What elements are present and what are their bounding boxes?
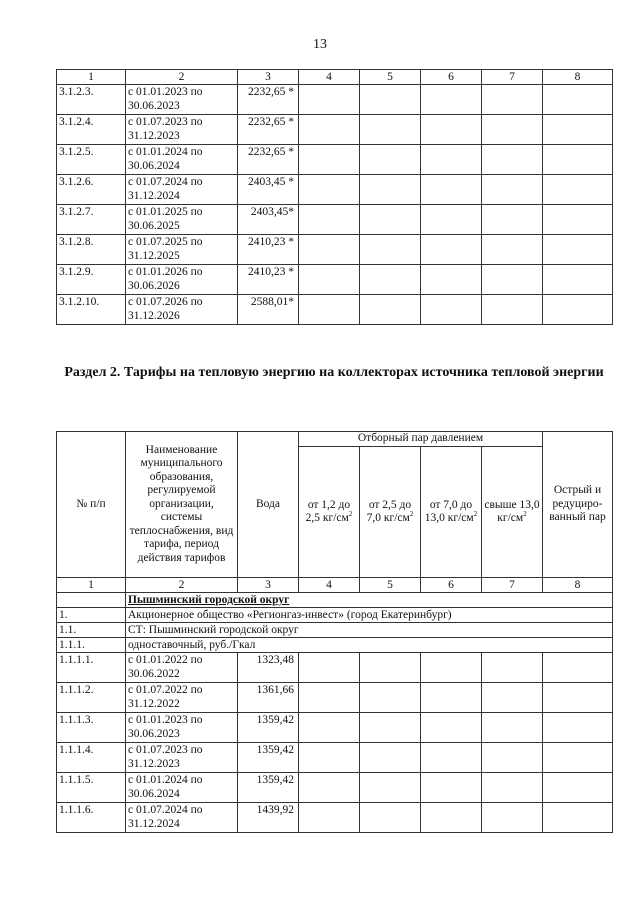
table-row <box>57 773 613 803</box>
system-id: 1.1. <box>57 623 126 638</box>
row-value: 1361,66 <box>238 683 299 713</box>
header-sharp-steam: Острый и редуциро-ванный пар <box>543 432 613 578</box>
row-id: 3.1.2.6. <box>57 175 126 205</box>
row-value: 1359,42 <box>238 743 299 773</box>
row-value: 1439,92 <box>238 803 299 833</box>
table-row <box>57 115 613 145</box>
org-row <box>57 608 613 623</box>
row-id: 1.1.1.6. <box>57 803 126 833</box>
row-period: с 01.01.2026 по 30.06.2026 <box>126 265 238 295</box>
header-pressure-1: от 1,2 до 2,5 $кг/см^2$ <box>299 447 360 578</box>
row-period: с 01.07.2026 по 31.12.2026 <box>126 295 238 325</box>
row-id: 3.1.2.7. <box>57 205 126 235</box>
row-id: 3.1.2.8. <box>57 235 126 265</box>
table-row <box>57 85 613 115</box>
row-value: 2232,65 * <box>238 145 299 175</box>
column-number-row <box>57 578 613 593</box>
row-id: 3.1.2.4. <box>57 115 126 145</box>
column-number: 5 <box>360 70 421 85</box>
row-value: 1323,48 <box>238 653 299 683</box>
row-value: 1359,42 <box>238 713 299 743</box>
row-id: 3.1.2.9. <box>57 265 126 295</box>
row-id: 1.1.1.1. <box>57 653 126 683</box>
tariff-name: одноставочный, руб./Гкал <box>126 638 613 653</box>
row-period: с 01.01.2022 по 30.06.2022 <box>126 653 238 683</box>
tariff-table-section-2 <box>56 431 613 833</box>
section-heading: Раздел 2. Тарифы на тепловую энергию на коллекторах источника тепловой энергии <box>64 365 604 380</box>
column-number: 1 <box>57 70 126 85</box>
row-period: с 01.01.2024 по 30.06.2024 <box>126 773 238 803</box>
row-id: 3.1.2.3. <box>57 85 126 115</box>
row-value: 2403,45 * <box>238 175 299 205</box>
tariff-table-continued <box>56 69 613 325</box>
table-row <box>57 683 613 713</box>
row-period: с 01.07.2023 по 31.12.2023 <box>126 743 238 773</box>
row-id: 1.1.1.2. <box>57 683 126 713</box>
row-id: 1.1.1.4. <box>57 743 126 773</box>
column-number: 8 <box>543 578 613 593</box>
row-id: 3.1.2.5. <box>57 145 126 175</box>
row-value: 2410,23 * <box>238 235 299 265</box>
header-water: Вода <box>238 432 299 578</box>
row-period: с 01.01.2023 по 30.06.2023 <box>126 713 238 743</box>
row-period: с 01.07.2022 по 31.12.2022 <box>126 683 238 713</box>
column-number: 7 <box>482 70 543 85</box>
header-num: № п/п <box>57 432 126 578</box>
column-number: 3 <box>238 70 299 85</box>
column-number: 7 <box>482 578 543 593</box>
row-id: 1.1.1.3. <box>57 713 126 743</box>
row-period: с 01.07.2023 по 31.12.2023 <box>126 115 238 145</box>
row-value: 1359,42 <box>238 773 299 803</box>
tariff-id: 1.1.1. <box>57 638 126 653</box>
row-value: 2410,23 * <box>238 265 299 295</box>
table-row <box>57 653 613 683</box>
row-value: 2232,65 * <box>238 115 299 145</box>
system-row <box>57 623 613 638</box>
column-number: 2 <box>126 578 238 593</box>
district-name: Пышминский городской округ <box>126 593 613 608</box>
table-row <box>57 265 613 295</box>
header-pressure-2: от 2,5 до 7,0 $кг/см^2$ <box>360 447 421 578</box>
table-row <box>57 295 613 325</box>
header-name: Наименование муниципального образования, регулируемой организации, системы теплоснабжения, вид тарифа, период действия тарифов <box>126 432 238 578</box>
column-number: 4 <box>299 70 360 85</box>
column-number: 3 <box>238 578 299 593</box>
org-id: 1. <box>57 608 126 623</box>
page-number: 13 <box>313 37 327 52</box>
column-number: 1 <box>57 578 126 593</box>
table-row <box>57 803 613 833</box>
row-period: с 01.07.2024 по 31.12.2024 <box>126 803 238 833</box>
org-name: Акционерное общество «Регионгаз-инвест» (город Екатеринбург) <box>126 608 613 623</box>
header-pressure-4: свыше 13,0 $кг/см^2$ <box>482 447 543 578</box>
row-value: 2403,45* <box>238 205 299 235</box>
table-row <box>57 713 613 743</box>
row-id: 1.1.1.5. <box>57 773 126 803</box>
column-number: 4 <box>299 578 360 593</box>
column-number: 8 <box>543 70 613 85</box>
row-period: с 01.07.2025 по 31.12.2025 <box>126 235 238 265</box>
system-name: СТ: Пышминский городской округ <box>126 623 613 638</box>
table-row <box>57 235 613 265</box>
column-number: 6 <box>421 70 482 85</box>
column-number: 5 <box>360 578 421 593</box>
table-row <box>57 175 613 205</box>
header-pressure-3: от 7,0 до 13,0 $кг/см^2$ <box>421 447 482 578</box>
column-number: 6 <box>421 578 482 593</box>
table-row <box>57 205 613 235</box>
header-steam-group: Отборный пар давлением <box>299 432 543 447</box>
row-period: с 01.01.2024 по 30.06.2024 <box>126 145 238 175</box>
row-value: 2588,01* <box>238 295 299 325</box>
district-row <box>57 593 613 608</box>
column-number-row <box>57 70 613 85</box>
table-row <box>57 743 613 773</box>
row-period: с 01.01.2025 по 30.06.2025 <box>126 205 238 235</box>
row-id: 3.1.2.10. <box>57 295 126 325</box>
header-row <box>57 432 613 447</box>
table-row <box>57 145 613 175</box>
column-number: 2 <box>126 70 238 85</box>
row-period: с 01.01.2023 по 30.06.2023 <box>126 85 238 115</box>
row-period: с 01.07.2024 по 31.12.2024 <box>126 175 238 205</box>
tariff-type-row <box>57 638 613 653</box>
row-value: 2232,65 * <box>238 85 299 115</box>
